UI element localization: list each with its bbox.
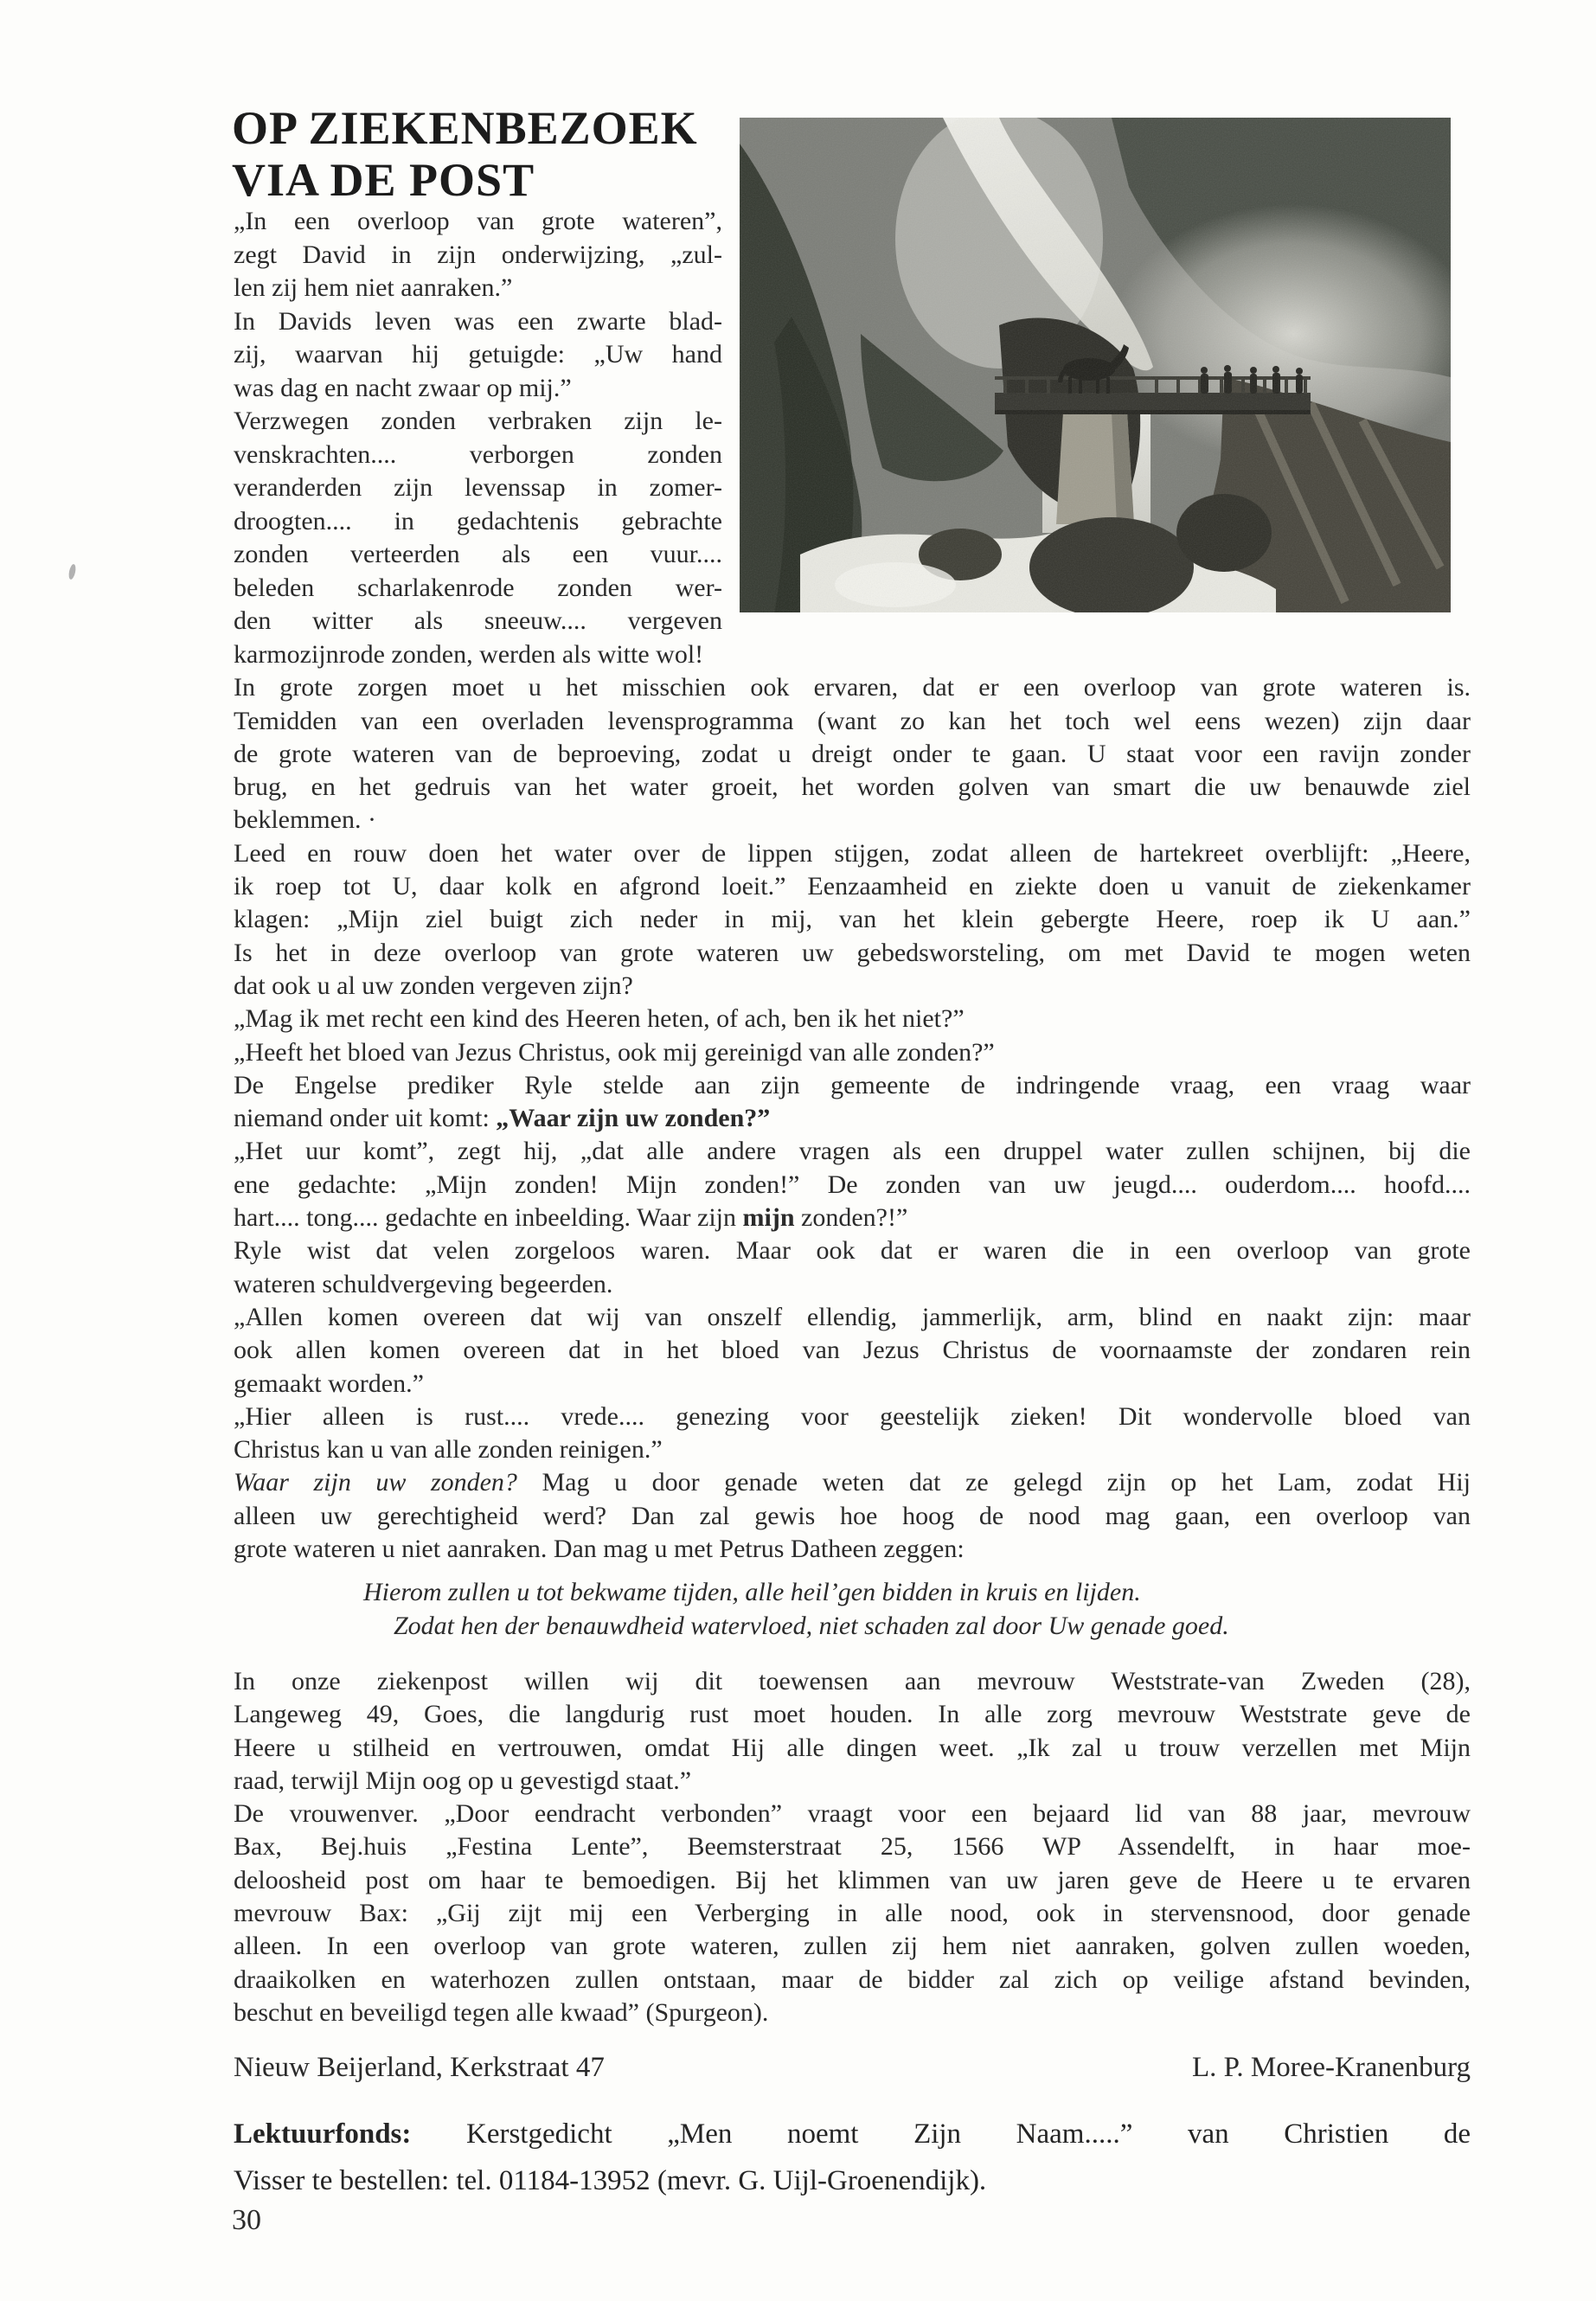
text-line (234, 1765, 1471, 1798)
article-title-line-1: OP ZIEKENBEZOEK (232, 102, 698, 154)
text-line (234, 1665, 1471, 1698)
text-segment: „Waar zijn uw zonden?” (496, 1104, 771, 1133)
text-line (234, 305, 722, 339)
text-segment: mevrouw Bax: „Gij zijt mij een Verberging in alle nood, ook in stervensnood, door genade (234, 1898, 1471, 1927)
text-line (234, 505, 722, 539)
text-line (234, 1433, 1471, 1466)
text-segment: gemaakt worden.” (234, 1368, 424, 1398)
text-segment: den witter als sneeuw.... vergeven (234, 606, 722, 635)
text-line (234, 1930, 1471, 1963)
text-line (234, 1202, 1471, 1234)
text-line (234, 1003, 1471, 1035)
text-segment: droogten.... in gedachtenis gebrachte (234, 506, 722, 535)
text-segment: In onze ziekenpost willen wij dit toewensen aan mevrouw Weststrate-van Zweden (28), (234, 1666, 1471, 1695)
halftone-grain-overlay (740, 118, 1451, 612)
text-line (234, 1069, 1471, 1102)
text-line (234, 837, 1471, 870)
text-line (234, 1102, 1471, 1135)
text-segment: „Hier alleen is rust.... vrede.... genezing voor geestelijk zieken! Dit wondervolle bloed van (234, 1401, 1471, 1431)
text-segment: ook allen komen overeen dat in het bloed van Jezus Christus de voornaamste der zondaren rein (234, 1336, 1471, 1365)
text-segment: Visser te bestellen: tel. 01184-13952 (mevr. G. Uijl-Groenendijk). (234, 2165, 987, 2196)
text-segment: Ryle wist dat velen zorgeloos waren. Maar ook dat er waren die in een overloop van grote (234, 1236, 1471, 1266)
text-segment: Hierom zullen u tot bekwame tijden, alle heil’gen bidden in kruis en lijden. (363, 1578, 1141, 1607)
text-segment: zij, waarvan hij getuigde: „Uw hand (234, 340, 722, 369)
text-segment: wateren schuldvergeving begeerden. (234, 1269, 613, 1298)
text-line (234, 1864, 1471, 1897)
text-segment: „Allen komen overeen dat wij van onszelf ellendig, jammerlijk, arm, blind en naakt zijn: maar (234, 1302, 1471, 1331)
text-segment: alleen. In een overloop van grote wateren, zullen zij hem niet aanraken, golven zullen woeden, (234, 1932, 1471, 1961)
text-segment: „Het uur komt”, zegt hij, „dat alle andere vragen als een druppel water zullen schijnen, bij die (234, 1137, 1471, 1166)
text-segment: zonden?!” (794, 1203, 908, 1233)
text-segment: was dag en nacht zwaar op mij.” (234, 373, 572, 402)
text-segment: alleen uw gerechtigheid werd? Dan zal gewis hoe hoog de nood mag gaan, een overloop van (234, 1501, 1471, 1530)
text-line (234, 1830, 1471, 1863)
text-segment: Zodat hen der benauwdheid watervloed, niet schaden zal door Uw genade goed. (394, 1611, 1229, 1640)
text-segment: Heere u stilheid en vertrouwen, omdat Hij alle dingen weet. „Ik zal u trouw verzellen met Mijn (234, 1733, 1471, 1762)
text-segment: „Heeft het bloed van Jezus Christus, ook mij gereinigd van alle zonden?” (234, 1037, 995, 1067)
text-segment: karmozijnrode zonden, werden als witte wol! (234, 640, 704, 669)
text-line (234, 1400, 1471, 1433)
page-number: 30 (232, 2204, 261, 2236)
text-segment: zegt David in zijn onderwijzing, „zul- (234, 240, 722, 269)
article-title-line-2: VIA DE POST (232, 154, 535, 206)
text-line (234, 671, 1471, 704)
text-line (234, 372, 722, 406)
article-title (232, 102, 698, 206)
text-segment: Mag u door genade weten dat ze gelegd zijn op het Lam, zodat Hij (516, 1468, 1471, 1497)
text-segment: dat ook u al uw zonden vergeven zijn? (234, 971, 633, 1000)
text-line (234, 1368, 1471, 1400)
text-line (234, 405, 722, 439)
text-line (234, 1897, 1471, 1930)
text-line (234, 1301, 1471, 1334)
text-line (234, 738, 1471, 771)
text-line (234, 1500, 1471, 1533)
text-segment: ik roep tot U, daar kolk en afgrond loeit.” Eenzaamheid en ziekte doen u vanuit de ziekenkamer (234, 872, 1471, 901)
text-segment: „Mag ik met recht een kind des Heeren heten, of ach, ben ik het niet?” (234, 1004, 965, 1034)
text-line (234, 1135, 1471, 1168)
text-segment: len zij hem niet aanraken.” (234, 273, 513, 302)
text-line (234, 870, 1471, 903)
text-segment: In Davids leven was een zwarte blad- (234, 306, 722, 336)
text-segment: ene gedachte: „Mijn zonden! Mijn zonden!” De zonden van uw jeugd.... ouderdom.... hoofd.... (234, 1170, 1471, 1199)
text-segment: „In een overloop van grote wateren”, (234, 207, 722, 235)
text-line (234, 1234, 1471, 1267)
text-segment: De vrouwenver. „Door eendracht verbonden” vraagt voor een bejaard lid van 88 jaar, mevrouw (234, 1799, 1471, 1829)
text-line (394, 1610, 1471, 1643)
text-segment: In grote zorgen moet u het misschien ook ervaren, dat er een overloop van grote wateren is. (234, 673, 1471, 702)
text-line (234, 338, 722, 372)
text-segment: Bax, Bej.huis „Festina Lente”, Beemsterstraat 25, 1566 WP Assendelft, in haar moe- (234, 1832, 1471, 1862)
text-line (234, 1997, 1471, 2029)
text-line (234, 903, 1471, 936)
text-line (234, 272, 722, 305)
text-line (234, 804, 1471, 836)
lektuurfonds-notice (234, 2111, 1471, 2204)
text-segment: zonden verteerden als een vuur.... (234, 540, 722, 568)
text-line (234, 638, 1471, 671)
text-segment: Kerstgedicht „Men noemt Zijn Naam.....” van Christien de (411, 2118, 1471, 2150)
text-segment: Verzwegen zonden verbraken zijn le- (234, 407, 722, 435)
text-segment: de grote wateren van de beproeving, zodat u dreigt onder te gaan. U staat voor een ravijn zonder (234, 739, 1471, 768)
text-segment: grote wateren u niet aanraken. Dan mag u met Petrus Datheen zeggen: (234, 1535, 965, 1564)
text-line (234, 970, 1471, 1003)
text-line (234, 572, 722, 606)
text-line (234, 1169, 1471, 1202)
signature-author: L. P. Moree-Kranenburg (1192, 2052, 1471, 2083)
text-line (234, 1334, 1471, 1367)
text-segment: venskrachten.... verborgen zonden (234, 439, 722, 469)
text-line (234, 1466, 1471, 1499)
text-line (234, 937, 1471, 970)
text-segment: raad, terwijl Mijn oog op u gevestigd staat.” (234, 1766, 692, 1795)
signature-place: Nieuw Beijerland, Kerkstraat 47 (234, 2052, 605, 2083)
text-segment: Christus kan u van alle zonden reinigen.” (234, 1435, 663, 1465)
body-text (234, 638, 1471, 2029)
text-segment: klagen: „Mijn ziel buigt zich neder in mij, van het klein gebergte Heere, roep ik U aan.” (234, 905, 1471, 934)
text-line (234, 205, 722, 239)
text-segment: niemand onder uit komt: (234, 1104, 497, 1133)
text-line (234, 1964, 1471, 1997)
text-segment: brug, en het gedruis van het water groeit, het worden golven van smart die uw benauwde ziel (234, 772, 1471, 802)
text-line (234, 605, 722, 638)
text-segment: Leed en rouw doen het water over de lippen stijgen, zodat alleen de hartekreet overblijft: „Heere, (234, 838, 1471, 868)
text-segment: Waar zijn uw zonden? (234, 1468, 517, 1497)
text-segment: Lektuurfonds: (234, 2118, 412, 2150)
text-line (234, 771, 1471, 804)
text-line (234, 705, 1471, 738)
text-line (234, 1533, 1471, 1566)
text-segment: veranderden zijn levenssap in zomer- (234, 473, 722, 502)
signature-row (234, 2052, 1471, 2084)
text-segment: Temidden van een overladen levensprogramma (want zo kan het toch wel eens wezen) zijn daar (234, 706, 1471, 735)
text-segment: draaikolken en waterhozen zullen ontstaan, maar de bidder zal zich op veilige afstand bevinden, (234, 1965, 1471, 1994)
text-line (234, 1036, 1471, 1069)
text-segment: beschut en beveiligd tegen alle kwaad” (Spurgeon). (234, 1997, 769, 2027)
text-line (234, 538, 722, 572)
text-line (234, 1798, 1471, 1830)
waterfall-photo-illustration (740, 118, 1451, 612)
text-segment: hart.... tong.... gedachte en inbeelding. Waar zijn (234, 1203, 743, 1233)
text-line (234, 1698, 1471, 1731)
text-segment: mijn (742, 1203, 795, 1233)
text-line (234, 239, 722, 272)
text-line (234, 439, 722, 472)
text-line (363, 1576, 1471, 1609)
text-line (234, 2111, 1471, 2157)
text-segment: beklemmen. · (234, 805, 376, 835)
text-line (234, 2157, 1471, 2204)
text-line (234, 1268, 1471, 1301)
waterfall-bridge-photo (740, 118, 1451, 612)
text-line (234, 1732, 1471, 1765)
text-line (234, 471, 722, 505)
text-segment: Langeweg 49, Goes, die langdurig rust moet houden. In alle zorg mevrouw Weststrate geve de (234, 1700, 1471, 1729)
text-segment: beleden scharlakenrode zonden wer- (234, 573, 722, 602)
text-segment: deloosheid post om haar te bemoedigen. Bij het klimmen van uw jaren geve de Heere u te ervaren (234, 1865, 1471, 1894)
text-segment: Is het in deze overloop van grote wateren uw gebedsworsteling, om met David te mogen weten (234, 938, 1471, 967)
text-segment: De Engelse prediker Ryle stelde aan zijn gemeente de indringende vraag, een vraag waar (234, 1070, 1471, 1099)
scan-artifact-speck (67, 563, 77, 580)
left-column-text (234, 205, 722, 638)
